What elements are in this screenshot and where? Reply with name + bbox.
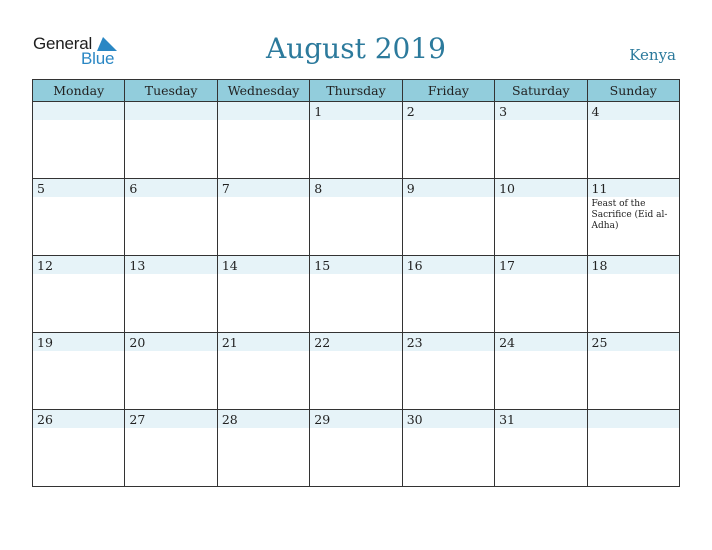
holiday-event: Feast of the Sacrifice (Eid al-Adha): [591, 199, 668, 231]
day-header-band: [310, 179, 401, 197]
day-number: 21: [221, 335, 238, 350]
weekday-header: Saturday: [495, 80, 587, 102]
day-cell: [495, 333, 587, 410]
calendar-title: August 2019: [266, 32, 446, 65]
day-number: 6: [129, 181, 138, 196]
day-cell: [495, 256, 587, 333]
day-cell: [125, 102, 217, 179]
weekday-header: Friday: [402, 80, 494, 102]
day-cell: [495, 410, 587, 487]
day-header-band: [218, 179, 309, 197]
day-number: 25: [591, 335, 608, 350]
day-number: 11: [591, 181, 608, 196]
weekday-header: Monday: [33, 80, 125, 102]
weekday-header: Wednesday: [217, 80, 309, 102]
day-header-band: [403, 102, 494, 120]
day-number: 16: [406, 258, 423, 273]
day-number: 8: [314, 181, 323, 196]
day-number: 22: [314, 335, 331, 350]
day-cell: [217, 333, 309, 410]
day-cell: [402, 256, 494, 333]
day-header-band: [495, 102, 586, 120]
day-cell: [310, 410, 402, 487]
day-cell: [217, 179, 309, 256]
day-number: 14: [221, 258, 238, 273]
day-number: 7: [221, 181, 230, 196]
logo-text-general: General: [33, 34, 93, 53]
day-number: 28: [221, 412, 238, 427]
day-cell: [310, 179, 402, 256]
day-number: 3: [499, 104, 508, 119]
day-number: 4: [591, 104, 600, 119]
day-cell: [125, 179, 217, 256]
day-header-band: [125, 102, 216, 120]
day-number: 30: [406, 412, 423, 427]
day-cell: [587, 410, 679, 487]
day-number: 15: [314, 258, 331, 273]
week-row: [33, 102, 680, 179]
day-number: 19: [37, 335, 53, 350]
day-header-band: [588, 410, 679, 428]
day-cell: [217, 256, 309, 333]
day-number: 20: [129, 335, 146, 350]
day-number: 29: [314, 412, 331, 427]
day-cell: [310, 333, 402, 410]
day-cell: [33, 102, 125, 179]
week-row: [33, 410, 680, 487]
day-header-band: [310, 102, 401, 120]
day-cell: [125, 256, 217, 333]
day-cell: [217, 410, 309, 487]
day-cell: [587, 102, 679, 179]
day-number: 13: [129, 258, 146, 273]
day-number: 23: [406, 335, 423, 350]
day-number: 9: [406, 181, 415, 196]
day-number: 26: [37, 412, 53, 427]
day-number: 12: [37, 258, 53, 273]
day-cell: [310, 102, 402, 179]
weekday-header: Sunday: [587, 80, 679, 102]
day-number: 10: [499, 181, 516, 196]
calendar-body: [33, 102, 680, 487]
day-cell: [495, 179, 587, 256]
day-header-band: [33, 179, 124, 197]
day-cell: [587, 256, 679, 333]
week-row: [33, 256, 680, 333]
day-number: 24: [499, 335, 516, 350]
day-cell: [217, 102, 309, 179]
day-cell: [33, 179, 125, 256]
day-cell: [402, 333, 494, 410]
weekday-header-row: [33, 80, 680, 102]
day-number: 1: [314, 104, 323, 119]
day-number: 18: [591, 258, 608, 273]
calendar-grid: [32, 79, 680, 487]
day-header-band: [588, 102, 679, 120]
day-cell: [125, 333, 217, 410]
day-cell: [495, 102, 587, 179]
weekday-header: Thursday: [310, 80, 402, 102]
day-header-band: [218, 102, 309, 120]
week-row: [33, 333, 680, 410]
country-name: Kenya: [629, 46, 676, 64]
weekday-header: Tuesday: [125, 80, 217, 102]
day-number: 5: [37, 181, 45, 196]
day-cell: [33, 256, 125, 333]
day-cell: [33, 333, 125, 410]
day-cell: [587, 179, 679, 256]
week-row: [33, 179, 680, 256]
day-number: 17: [499, 258, 516, 273]
day-cell: [33, 410, 125, 487]
logo-text-blue: Blue: [81, 49, 115, 68]
day-number: 31: [499, 412, 516, 427]
day-cell: [310, 256, 402, 333]
day-cell: [125, 410, 217, 487]
day-cell: [402, 102, 494, 179]
day-cell: [402, 179, 494, 256]
day-number: 2: [406, 104, 415, 119]
day-number: 27: [129, 412, 146, 427]
day-header-band: [33, 102, 124, 120]
day-header-band: [403, 179, 494, 197]
day-cell: [402, 410, 494, 487]
day-header-band: [125, 179, 216, 197]
day-cell: [587, 333, 679, 410]
